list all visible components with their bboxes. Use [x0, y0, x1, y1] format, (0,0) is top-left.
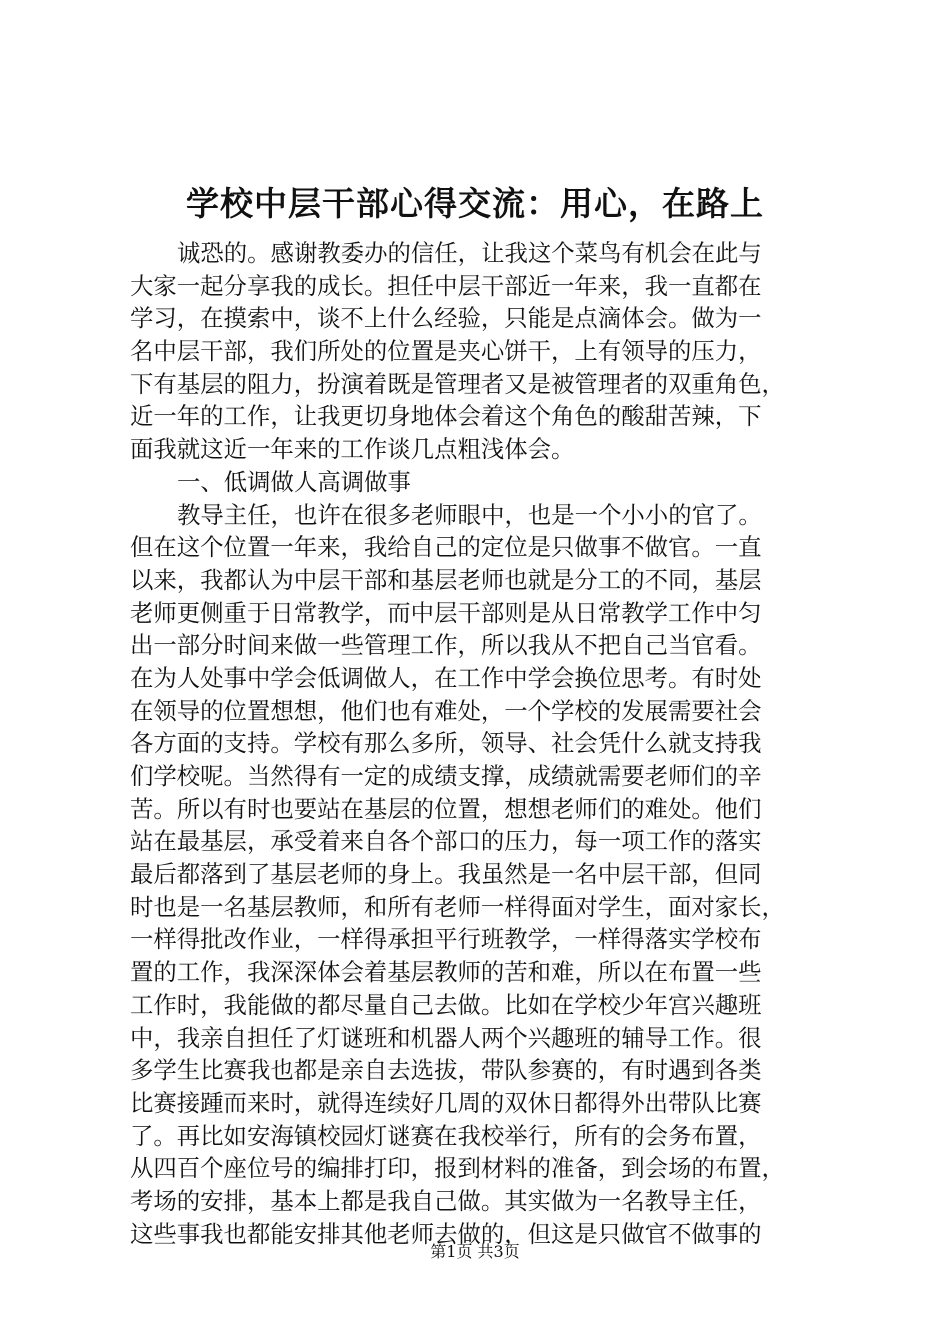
text-line: 大家一起分享我的成长。担任中层干部近一年来，我一直都在: [130, 271, 762, 300]
text-line: 站在最基层，承受着来自各个部口的压力，每一项工作的落实: [130, 827, 762, 856]
text-line: 比赛接踵而来时，就得连续好几周的双休日都得外出带队比赛: [130, 1088, 762, 1117]
page-number-footer: 第1页 共3页: [430, 1242, 520, 1261]
text-line: 们学校呢。当然得有一定的成绩支撑，成绩就需要老师们的辛: [130, 762, 762, 790]
text-line: 考场的安排，基本上都是我自己做。其实做为一名教导主任，: [130, 1186, 762, 1215]
text-line: 时也是一名基层教师，和所有老师一样得面对学生，面对家长，: [130, 892, 785, 921]
document-body: [130, 237, 830, 1250]
text-line: 学习，在摸索中，谈不上什么经验，只能是点滴体会。做为一: [130, 304, 762, 333]
text-line: 但在这个位置一年来，我给自己的定位是只做事不做官。一直: [130, 533, 762, 562]
text-line: 诚恐的。感谢教委办的信任，让我这个菜鸟有机会在此与: [177, 239, 762, 267]
text-line: 以来，我都认为中层干部和基层老师也就是分工的不同，基层: [130, 565, 762, 594]
text-line: 教导主任，也许在很多老师眼中，也是一个小小的官了。: [177, 500, 762, 529]
text-line: 出一部分时间来做一些管理工作，所以我从不把自己当官看。: [130, 631, 762, 660]
text-line: 一样得批改作业，一样得承担平行班教学，一样得落实学校布: [130, 925, 762, 954]
text-line: 了。再比如安海镇校园灯谜赛在我校举行，所有的会务布置，: [130, 1121, 762, 1150]
text-line: 这些事我也都能安排其他老师去做的，但这是只做官不做事的: [130, 1219, 762, 1248]
text-line: 在领导的位置想想，他们也有难处，一个学校的发展需要社会: [130, 696, 762, 725]
text-line: 置的工作，我深深体会着基层教师的苦和难，所以在布置一些: [130, 958, 762, 987]
text-line: 名中层干部，我们所处的位置是夹心饼干，上有领导的压力，: [130, 337, 762, 366]
text-line: 工作时，我能做的都尽量自己去做。比如在学校少年宫兴趣班: [130, 990, 762, 1019]
text-line: 苦。所以有时也要站在基层的位置，想想老师们的难处。他们: [130, 794, 762, 823]
section-heading: 一、低调做人高调做事: [177, 467, 411, 496]
text-line: 面我就这近一年来的工作谈几点粗浅体会。: [130, 435, 575, 464]
text-line: 老师更侧重于日常教学，而中层干部则是从日常教学工作中匀: [130, 598, 762, 627]
text-line: 最后都落到了基层老师的身上。我虽然是一名中层干部，但同: [130, 860, 762, 889]
text-line: 在为人处事中学会低调做人，在工作中学会换位思考。有时处: [130, 663, 762, 692]
text-line: 中，我亲自担任了灯谜班和机器人两个兴趣班的辅导工作。很: [130, 1023, 762, 1052]
text-line: 近一年的工作，让我更切身地体会着这个角色的酸甜苦辣，下: [130, 402, 762, 431]
text-line: 下有基层的阻力，扮演着既是管理者又是被管理者的双重角色，: [130, 369, 785, 398]
document-title: 学校中层干部心得交流：用心，在路上: [186, 184, 764, 223]
text-line: 多学生比赛我也都是亲自去选拔，带队参赛的，有时遇到各类: [130, 1056, 762, 1085]
text-line: 各方面的支持。学校有那么多所，领导、社会凭什么就支持我: [130, 729, 762, 758]
text-line: 从四百个座位号的编排打印，报到材料的准备，到会场的布置，: [130, 1154, 785, 1183]
